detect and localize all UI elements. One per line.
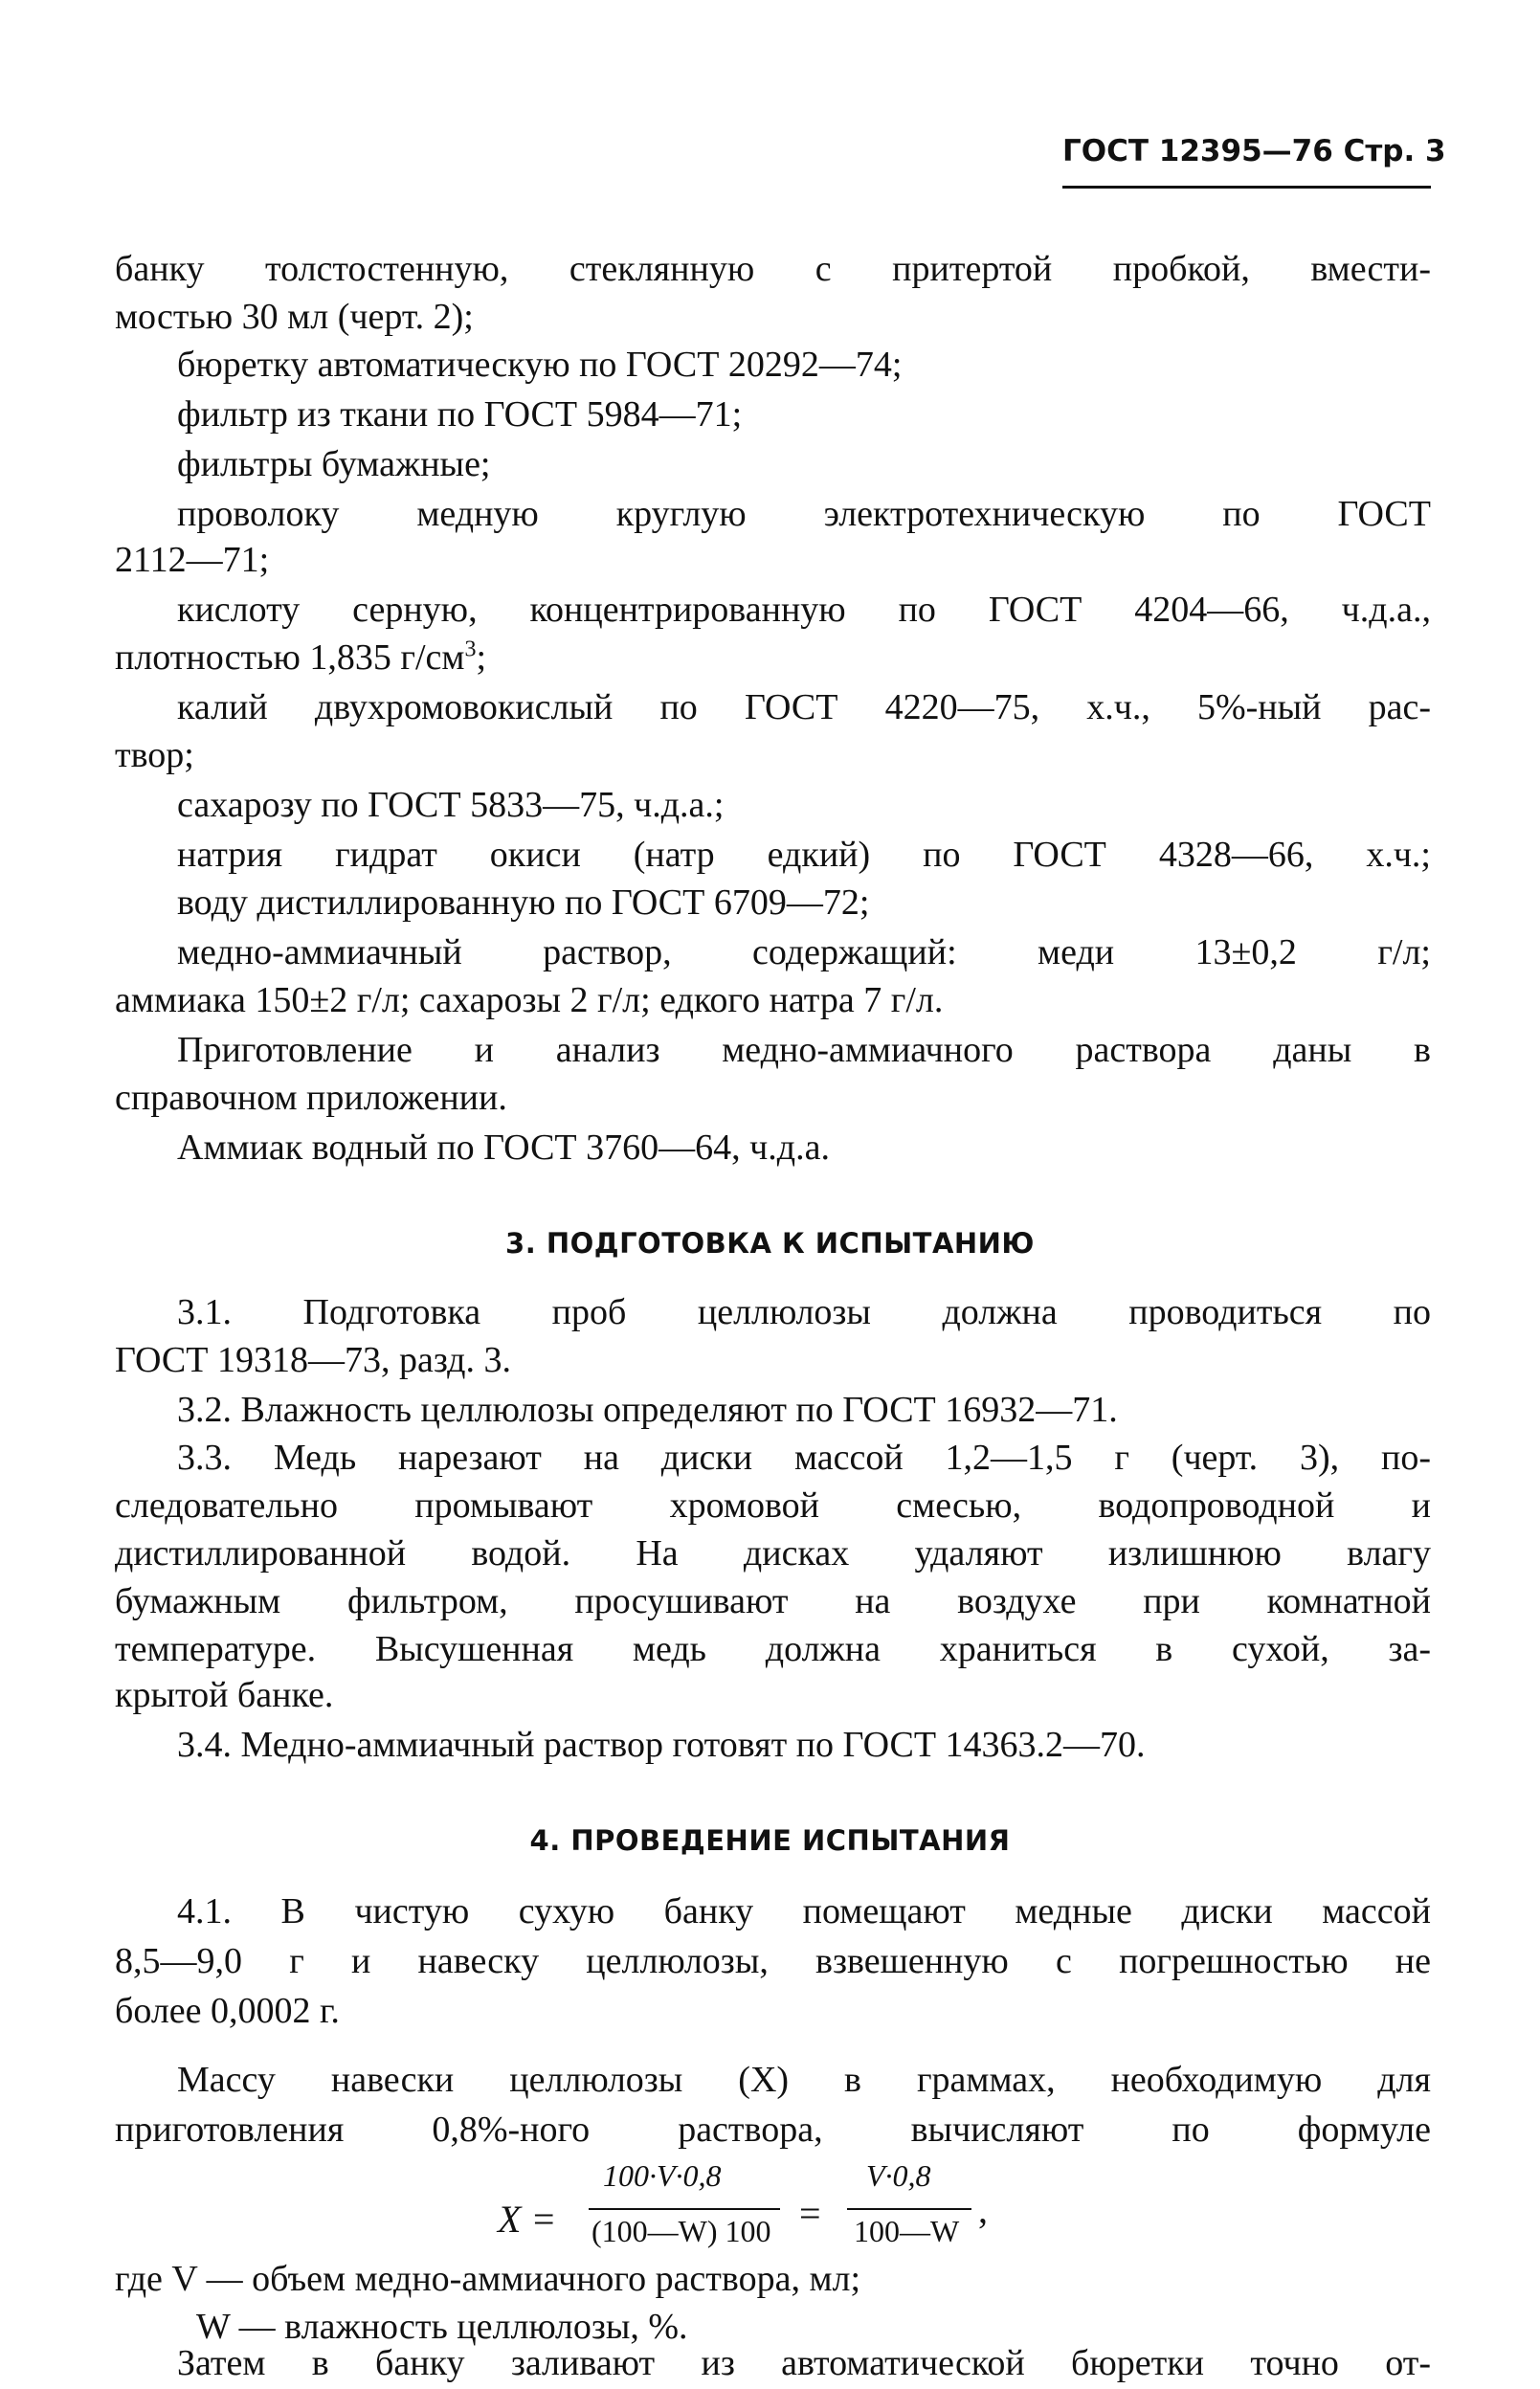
text-line: следовательно промывают хромовой смесью, водопроводной и bbox=[115, 1485, 1431, 1526]
text-line: бюретку автоматическую по ГОСТ 20292—74; bbox=[177, 345, 903, 385]
text-line: твор; bbox=[115, 735, 194, 775]
text-line: Массу навески целлюлозы (X) в граммах, необходимую для bbox=[177, 2060, 1431, 2100]
formula-denominator-1: (100—W) 100 bbox=[591, 2214, 771, 2248]
fraction-bar-2 bbox=[847, 2208, 971, 2210]
text-line: фильтры бумажные; bbox=[177, 444, 491, 484]
text-line: 8,5—9,0 г и навеску целлюлозы, взвешенную с погрешностью не bbox=[115, 1941, 1431, 1981]
text-line: 3.1. Подготовка проб целлюлозы должна проводиться по bbox=[177, 1292, 1431, 1332]
text-line: Приготовление и анализ медно-аммиачного раствора даны в bbox=[177, 1030, 1431, 1070]
page-header: ГОСТ 12395—76 Стр. 3 bbox=[1062, 134, 1446, 168]
section-4-title: 4. ПРОВЕДЕНИЕ ИСПЫТАНИЯ bbox=[529, 1824, 1011, 1857]
formula-equals: = bbox=[799, 2192, 821, 2235]
formula-numerator-2: V·0,8 bbox=[866, 2158, 931, 2193]
text-line: более 0,0002 г. bbox=[115, 1991, 340, 2031]
text-line: дистиллированной водой. На дисках удаляют излишнюю влагу bbox=[115, 1533, 1431, 1574]
text-line: температуре. Высушенная медь должна храниться в сухой, за- bbox=[115, 1629, 1431, 1669]
text-line: проволоку медную круглую электротехническую по ГОСТ bbox=[177, 494, 1431, 534]
text-line: где V — объем медно-аммиачного раствора, мл; bbox=[115, 2259, 861, 2299]
text-line: аммиака 150±2 г/л; сахарозы 2 г/л; едкого натра 7 г/л. bbox=[115, 980, 944, 1020]
text-line: 4.1. В чистую сухую банку помещают медные диски массой bbox=[177, 1891, 1431, 1931]
formula-lhs: X = bbox=[498, 2198, 557, 2241]
text-line: банку толстостенную, стеклянную с притертой пробкой, вмести- bbox=[115, 249, 1431, 289]
formula-comma: , bbox=[978, 2188, 988, 2231]
density-text: плотностью 1,835 г/см bbox=[115, 637, 465, 678]
text-line: 3.2. Влажность целлюлозы определяют по ГОСТ 16932—71. bbox=[177, 1390, 1118, 1430]
formula bbox=[479, 2158, 1053, 2273]
text-line: медно-аммиачный раствор, содержащий: меди 13±0,2 г/л; bbox=[177, 932, 1431, 972]
text-line: ГОСТ 19318—73, разд. 3. bbox=[115, 1340, 512, 1380]
text-line: 2112—71; bbox=[115, 540, 270, 580]
header-rule bbox=[1062, 186, 1431, 189]
text-line: Аммиак водный по ГОСТ 3760—64, ч.д.а. bbox=[177, 1128, 830, 1168]
fraction-bar-1 bbox=[589, 2208, 780, 2210]
text-line: фильтр из ткани по ГОСТ 5984—71; bbox=[177, 394, 743, 435]
text-line: сахарозу по ГОСТ 5833—75, ч.д.а.; bbox=[177, 785, 725, 825]
text-line: кислоту серную, концентрированную по ГОСТ 4204—66, ч.д.а., bbox=[177, 590, 1431, 630]
text-line-density bbox=[115, 636, 486, 680]
text-line: калий двухромовокислый по ГОСТ 4220—75, х.ч., 5%-ный рас- bbox=[177, 687, 1431, 727]
text-line: воду дистиллированную по ГОСТ 6709—72; bbox=[177, 882, 870, 923]
text-line: натрия гидрат окиси (натр едкий) по ГОСТ 4328—66, х.ч.; bbox=[177, 835, 1431, 875]
text-line: 3.3. Медь нарезают на диски массой 1,2—1,5 г (черт. 3), по- bbox=[177, 1438, 1431, 1478]
text-line: крытой банке. bbox=[115, 1675, 334, 1715]
text-line: приготовления 0,8%-ного раствора, вычисляют по формуле bbox=[115, 2110, 1431, 2150]
text-line: справочном приложении. bbox=[115, 1078, 507, 1118]
density-tail: ; bbox=[476, 637, 486, 678]
formula-numerator-1: 100·V·0,8 bbox=[603, 2158, 722, 2193]
section-3-title: 3. ПОДГОТОВКА К ИСПЫТАНИЮ bbox=[505, 1227, 1035, 1260]
text-line: мостью 30 мл (черт. 2); bbox=[115, 297, 474, 337]
text-line: 3.4. Медно-аммиачный раствор готовят по ГОСТ 14363.2—70. bbox=[177, 1725, 1146, 1765]
formula-denominator-2: 100—W bbox=[854, 2214, 960, 2248]
text-line: Затем в банку заливают из автоматической бюретки точно от- bbox=[177, 2343, 1431, 2383]
superscript: 3 bbox=[464, 636, 477, 662]
text-line: бумажным фильтром, просушивают на воздухе при комнатной bbox=[115, 1581, 1431, 1621]
text-line: W — влажность целлюлозы, %. bbox=[196, 2307, 688, 2347]
